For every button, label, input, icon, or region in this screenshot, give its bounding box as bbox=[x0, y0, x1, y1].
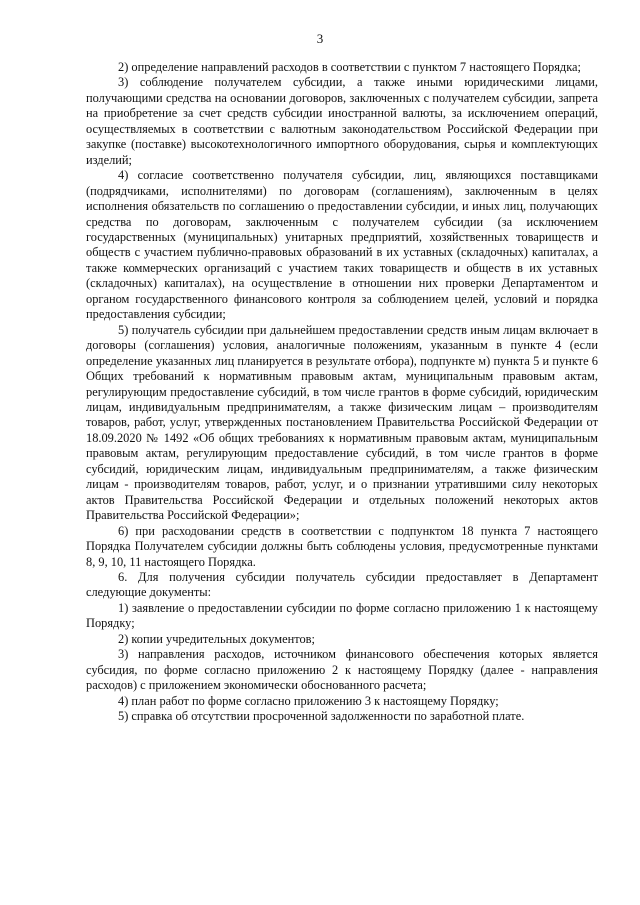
paragraph-doc-2-founding-docs: 2) копии учредительных документов; bbox=[118, 631, 315, 646]
paragraph-doc-5-salary-certificate: 5) справка об отсутствии просроченной задолженности по заработной плате. bbox=[118, 709, 525, 724]
paragraph-item-3-currency-ban: 3) соблюдение получателем субсидии, а также иными юридическими лицами, получающими средства на основании договоров, заключенных с получателем субсидии, запрета на приобретение за счет средств субсидии иностранной валюты, за исключением операций, осуществляемых в соответствии с валютным законодательством Российской Федерации при закупке (поставке) высокотехнологичного импортного оборудования, сырья и комплектующих изделий; bbox=[86, 75, 598, 167]
document-body bbox=[86, 60, 598, 724]
paragraph-item-4-consent-to-audit: 4) согласие соответственно получателя субсидии, лиц, являющихся поставщиками (подрядчиками, исполнителями) по договорам (соглашениям), заключенным в целях исполнения обязательств по соглашению о предоставлении субсидии, и иных лиц, получающих средства по договорам, заключенным с получателем субсидии (за исключением государственных (муниципальных) унитарных предприятий, хозяйственных товариществ и обществ с участием публично-правовых образований в их уставных (складочных) капиталах, а также коммерческих организаций с участием таких товариществ и обществ в их уставных (складочных) капиталах), на осуществление в отношении них проверки Департаментом и органом государственного финансового контроля за соблюдением целей, условий и порядка предоставления субсидии; bbox=[86, 168, 598, 322]
page-number: 3 bbox=[316, 31, 324, 46]
paragraph-section-6-documents: 6. Для получения субсидии получатель субсидии предоставляет в Департамент следующие документы: bbox=[86, 569, 598, 600]
paragraph-doc-3-expense-directions: 3) направления расходов, источником финансового обеспечения которых является субсидия, по форме согласно приложению 2 к настоящему Порядку (далее - направления расходов) с приложением экономически обоснованного расчета; bbox=[86, 647, 598, 693]
paragraph-item-6-spending-conditions: 6) при расходовании средств в соответствии с подпунктом 18 пункта 7 настоящего Порядка Получателем субсидии должны быть соблюдены условия, предусмотренные пунктами 8, 9, 10, 11 настоящего Порядка. bbox=[86, 523, 598, 569]
paragraph-doc-4-work-plan: 4) план работ по форме согласно приложению 3 к настоящему Порядку; bbox=[118, 693, 499, 708]
paragraph-item-5-contract-conditions: 5) получатель субсидии при дальнейшем предоставлении средств иным лицам включает в договоры (соглашения) условия, аналогичные положениям, указанным в пункте 4 (если определение указанных лиц планируется в результате отбора), подпункте м) пункта 5 и пункте 6 Общих требований к нормативным правовым актам, муниципальным правовым актам, регулирующим предоставление субсидий, в том числе грантов в форме субсидий, юридическим лицам, индивидуальным предпринимателям, а также физическим лицам – производителям товаров, работ, услуг, утвержденных постановлением Правительства Российской Федерации от 18.09.2020 № 1492 «Об общих требованиях к нормативным правовым актам, муниципальным правовым актам, регулирующим предоставление субсидий, в том числе грантов в форме субсидий, юридическим лицам, индивидуальным предпринимателям, а также физическим лицам - производителям товаров, работ, услуг, и о признании утратившими силу некоторых актов Правительства Российской Федерации и отдельных положений некоторых актов Правительства Российской Федерации»; bbox=[86, 322, 598, 523]
paragraph-doc-1-application: 1) заявление о предоставлении субсидии по форме согласно приложению 1 к настоящему Порядку; bbox=[86, 600, 598, 631]
paragraph-item-2-directions: 2) определение направлений расходов в соответствии с пунктом 7 настоящего Порядка; bbox=[118, 60, 581, 74]
